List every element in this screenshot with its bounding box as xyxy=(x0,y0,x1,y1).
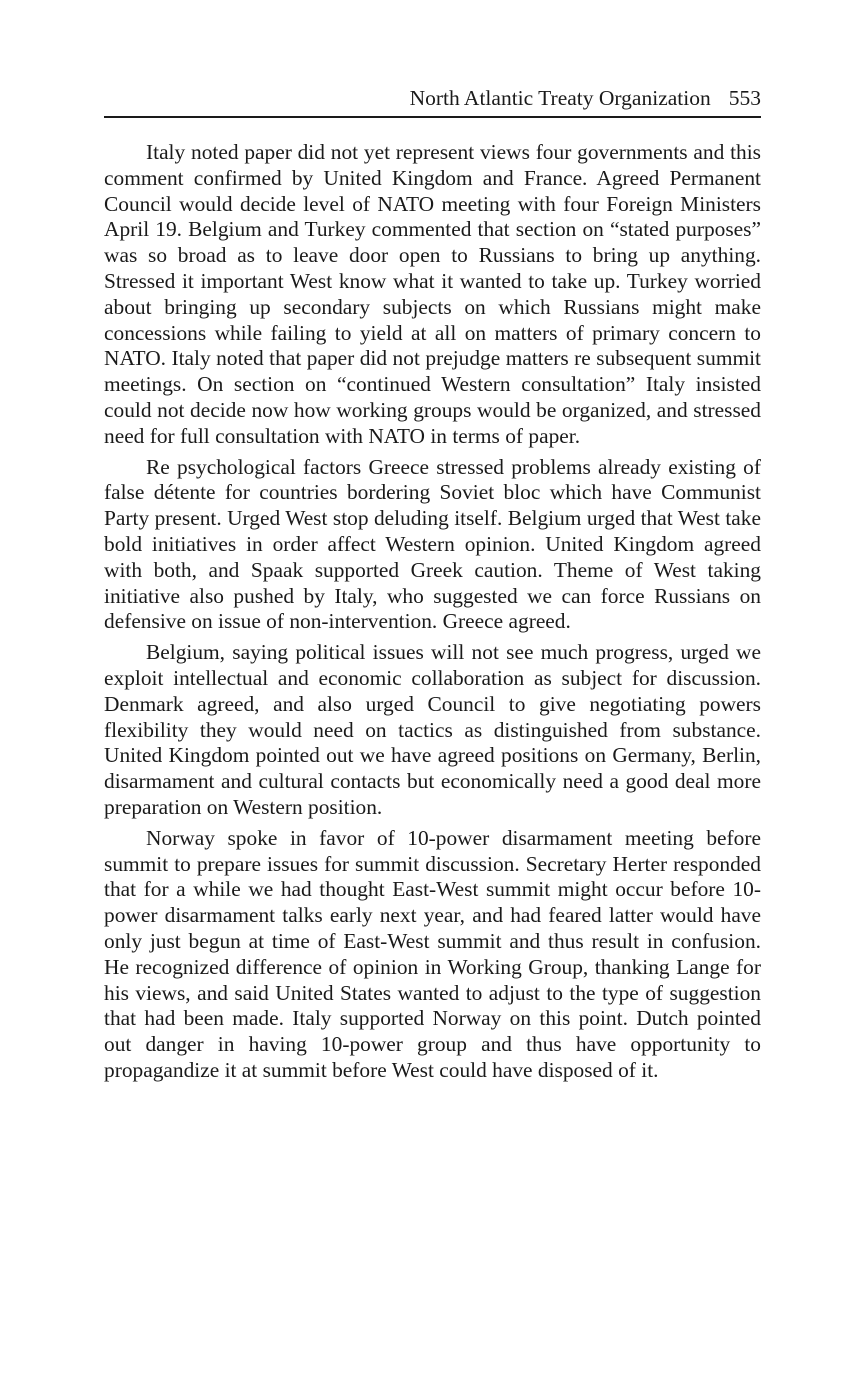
running-header xyxy=(104,84,761,116)
page-number: 553 xyxy=(728,86,761,110)
body-text xyxy=(104,140,761,1084)
header-rule xyxy=(104,116,761,118)
running-header-title: North Atlantic Treaty Organization xyxy=(409,86,711,110)
paragraph: Re psychological factors Greece stressed problems already existing of false détente for countries bordering Soviet bloc which have Communist Party present. Urged West stop deluding itself. Belgium urged that West take bold initiatives in order affect Western opinion. United Kingdom agreed with both, and Spaak supported Greek caution. Theme of West taking initiative also pushed by Italy, who suggested we can force Russians on defensive on issue of non-intervention. Greece agreed. xyxy=(104,454,761,634)
paragraph: Norway spoke in favor of 10-power disarmament meeting before summit to prepare issues for summit discussion. Secretary Herter responded that for a while we had thought East-West summit might occur before 10-power disarmament talks early next year, and had feared latter would have only just begun at time of East-West summit and thus result in confusion. He recognized difference of opinion in Working Group, thanking Lange for his views, and said United States wanted to adjust to the type of suggestion that had been made. Italy supported Norway on this point. Dutch pointed out danger in having 10-power group and thus have opportunity to propagandize it at summit before West could have disposed of it. xyxy=(104,825,761,1082)
document-page xyxy=(104,84,761,1084)
paragraph: Italy noted paper did not yet represent views four governments and this comment confirmed by United Kingdom and France. Agreed Permanent Council would decide level of NATO meeting with four Foreign Ministers April 19. Belgium and Turkey commented that section on “stated purposes” was so broad as to leave door open to Russians to bring up anything. Stressed it important West know what it wanted to take up. Turkey worried about bringing up secondary subjects on which Russians might make concessions while failing to yield at all on matters of primary concern to NATO. Italy noted that paper did not prejudge matters re subsequent summit meetings. On section on “continued Western consultation” Italy insisted could not decide now how working groups would be organized, and stressed need for full consultation with NATO in terms of paper. xyxy=(104,140,761,448)
paragraph: Belgium, saying political issues will not see much progress, urged we exploit intellectual and economic collaboration as subject for discussion. Denmark agreed, and also urged Council to give negotiating powers flexibility they would need on tactics as distinguished from substance. United Kingdom pointed out we have agreed positions on Germany, Berlin, disarmament and cultural contacts but economically need a good deal more preparation on Western position. xyxy=(104,640,761,819)
